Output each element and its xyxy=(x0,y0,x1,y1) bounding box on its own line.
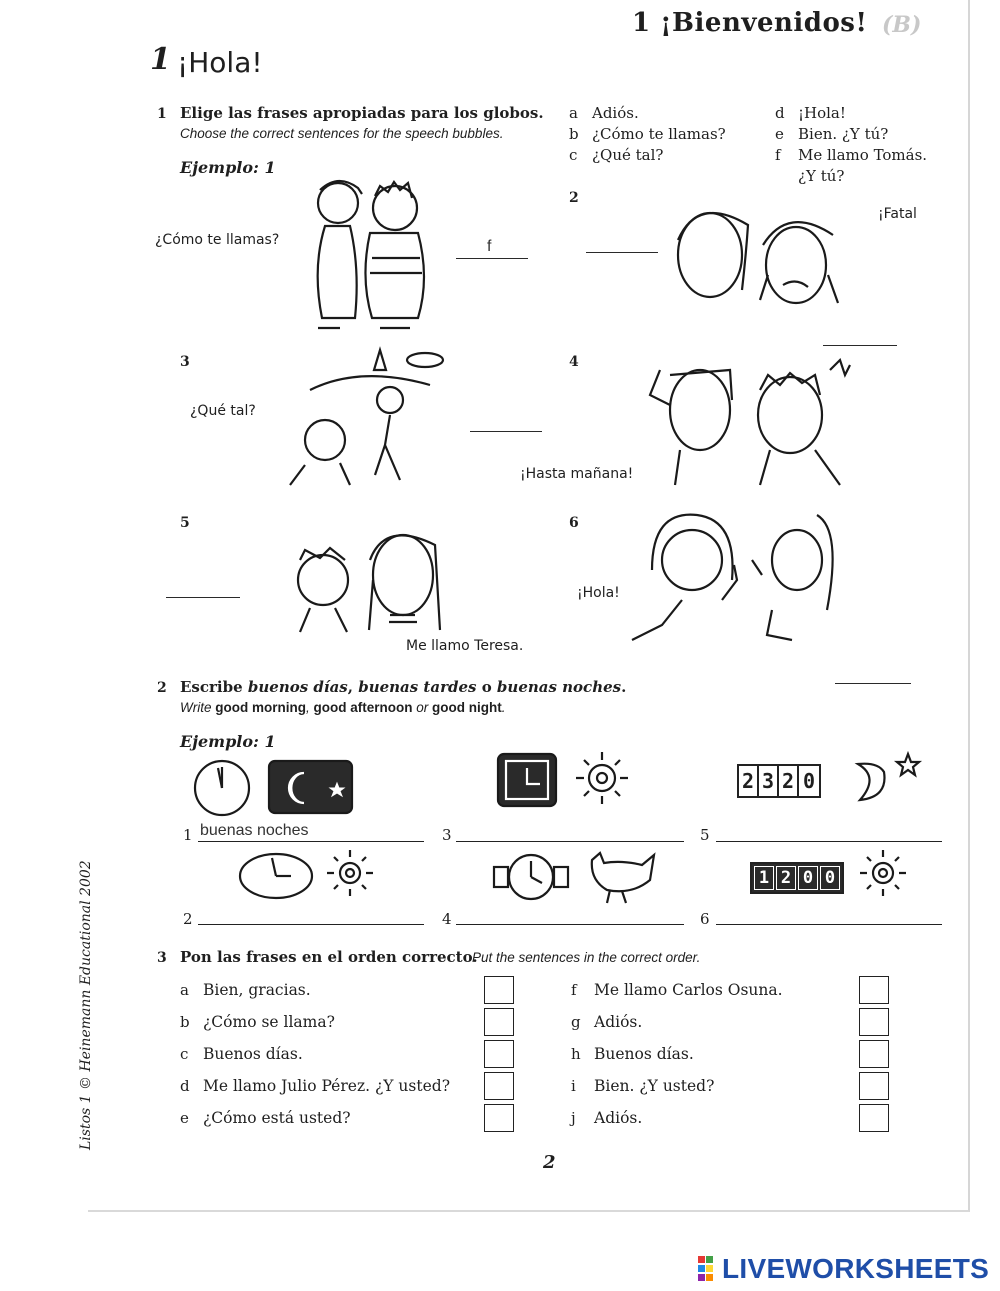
order-text: Buenos días. xyxy=(203,1045,303,1063)
two-girls-waving-illustration xyxy=(622,500,852,650)
speech-bubble-text: ¿Qué tal? xyxy=(190,403,256,419)
liveworksheets-logo-icon xyxy=(698,1256,720,1282)
order-text: Buenos días. xyxy=(594,1045,694,1063)
order-letter: e xyxy=(180,1109,189,1127)
option-letter: f xyxy=(775,146,781,164)
order-answer-box[interactable] xyxy=(859,1072,889,1100)
answer-line[interactable] xyxy=(716,822,942,842)
answer-line[interactable] xyxy=(716,905,942,925)
order-letter: g xyxy=(571,1013,581,1031)
option-text-continued: ¿Y tú? xyxy=(798,167,845,185)
order-letter: a xyxy=(180,981,189,999)
item-number: 6 xyxy=(700,910,710,928)
order-answer-box[interactable] xyxy=(484,1104,514,1132)
speech-bubble-text: ¡Hasta mañana! xyxy=(520,466,634,482)
order-letter: h xyxy=(571,1045,581,1063)
item-number: 1 xyxy=(183,826,193,844)
order-letter: f xyxy=(571,981,577,999)
answer-blank[interactable] xyxy=(823,345,897,346)
order-text: Adiós. xyxy=(594,1109,643,1127)
sun-icon xyxy=(858,848,908,898)
panel-number: 4 xyxy=(569,354,579,370)
order-letter: j xyxy=(571,1109,576,1127)
option-letter: d xyxy=(775,104,785,122)
two-girls-illustration xyxy=(668,195,858,310)
page-number: 2 xyxy=(543,1152,556,1173)
two-boys-waving-illustration xyxy=(620,355,865,490)
digital-clock-1200: 1 2 0 0 xyxy=(750,862,844,894)
exercise-3-subtitle: Put the sentences in the correct order. xyxy=(472,950,701,965)
order-letter: b xyxy=(180,1013,190,1031)
boy-and-skater-illustration xyxy=(280,345,450,495)
order-letter: d xyxy=(180,1077,190,1095)
option-text: Adiós. xyxy=(592,104,639,122)
order-text: Bien. ¿Y usted? xyxy=(594,1077,715,1095)
answer-blank[interactable] xyxy=(456,258,528,259)
exercise-2-title: Escribe buenos días, buenas tardes o buenas noches. xyxy=(180,678,627,696)
option-letter: c xyxy=(569,146,578,164)
two-boys-illustration xyxy=(300,168,440,343)
digital-clock-2320: 2 3 2 0 xyxy=(737,764,821,798)
lesson-title: ¡Hola! xyxy=(177,46,263,79)
speech-bubble-text: ¡Fatal xyxy=(878,206,917,222)
order-text: ¿Cómo está usted? xyxy=(203,1109,351,1127)
answer-line[interactable] xyxy=(456,822,684,842)
option-letter: e xyxy=(775,125,784,143)
order-text: Me llamo Carlos Osuna. xyxy=(594,981,783,999)
answer-line[interactable] xyxy=(456,905,684,925)
lesson-number: 1 xyxy=(150,42,171,77)
answer-text: buenas noches xyxy=(200,822,309,839)
item-number: 5 xyxy=(700,826,710,844)
order-text: Me llamo Julio Pérez. ¿Y usted? xyxy=(203,1077,451,1095)
order-text: Bien, gracias. xyxy=(203,981,311,999)
unit-title: 1 ¡Bienvenidos! xyxy=(632,8,868,38)
wall-clock-and-sun-illustration xyxy=(238,848,388,903)
boy-and-girl-illustration xyxy=(285,520,445,635)
order-answer-box[interactable] xyxy=(484,1008,514,1036)
answer-blank[interactable] xyxy=(166,597,240,598)
item-number: 3 xyxy=(442,826,452,844)
order-text: ¿Cómo se llama? xyxy=(203,1013,335,1031)
panel-number: 2 xyxy=(569,190,579,206)
exercise-2-subtitle: Write good morning, good afternoon or good night. xyxy=(180,700,506,715)
exercise-2-number: 2 xyxy=(157,680,167,696)
unit-badge: (B) xyxy=(882,12,922,38)
order-answer-box[interactable] xyxy=(859,976,889,1004)
item-number: 4 xyxy=(442,910,452,928)
answer-blank[interactable] xyxy=(586,252,658,253)
order-answer-box[interactable] xyxy=(859,1040,889,1068)
option-text: ¿Qué tal? xyxy=(592,146,664,164)
watch-and-rooster-illustration xyxy=(492,845,662,905)
order-answer-box[interactable] xyxy=(484,1040,514,1068)
speech-bubble-text: Me llamo Teresa. xyxy=(406,638,524,654)
option-text: ¡Hola! xyxy=(798,104,846,122)
exercise-3-title: Pon las frases en el orden correcto. xyxy=(180,948,478,966)
item-number: 2 xyxy=(183,910,193,928)
speech-bubble-text: ¡Hola! xyxy=(577,585,620,601)
order-answer-box[interactable] xyxy=(859,1008,889,1036)
order-letter: i xyxy=(571,1077,576,1095)
option-letter: a xyxy=(569,104,578,122)
order-answer-box[interactable] xyxy=(484,976,514,1004)
clock-and-moon-illustration xyxy=(192,758,362,818)
answer-blank[interactable] xyxy=(470,431,542,432)
panel-number: 6 xyxy=(569,515,579,531)
moon-and-star-illustration xyxy=(848,752,923,802)
speech-bubble-text: ¿Cómo te llamas? xyxy=(155,232,280,248)
order-letter: c xyxy=(180,1045,189,1063)
panel-number: 3 xyxy=(180,354,190,370)
exercise-1-example-label: Ejemplo: 1 xyxy=(180,158,276,177)
answer-line[interactable] xyxy=(198,905,424,925)
order-answer-box[interactable] xyxy=(484,1072,514,1100)
order-text: Adiós. xyxy=(594,1013,643,1031)
exercise-3-number: 3 xyxy=(157,950,167,966)
option-text: Bien. ¿Y tú? xyxy=(798,125,889,143)
order-answer-box[interactable] xyxy=(859,1104,889,1132)
option-text: ¿Cómo te llamas? xyxy=(592,125,726,143)
copyright-text: Listos 1 © Heinemann Educational 2002 xyxy=(78,860,94,1150)
brand-name[interactable]: LIVEWORKSHEETS xyxy=(722,1253,990,1284)
option-text: Me llamo Tomás. xyxy=(798,146,928,164)
exercise-2-example-label: Ejemplo: 1 xyxy=(180,732,276,751)
exercise-1-number: 1 xyxy=(157,106,167,122)
answer-text: f xyxy=(487,238,492,255)
exercise-1-subtitle: Choose the correct sentences for the speech bubbles. xyxy=(180,126,504,141)
exercise-1-title: Elige las frases apropiadas para los globos. xyxy=(180,104,544,122)
option-letter: b xyxy=(569,125,579,143)
clock-and-sun-illustration xyxy=(496,748,646,813)
answer-blank[interactable] xyxy=(835,683,911,684)
panel-number: 5 xyxy=(180,515,190,531)
